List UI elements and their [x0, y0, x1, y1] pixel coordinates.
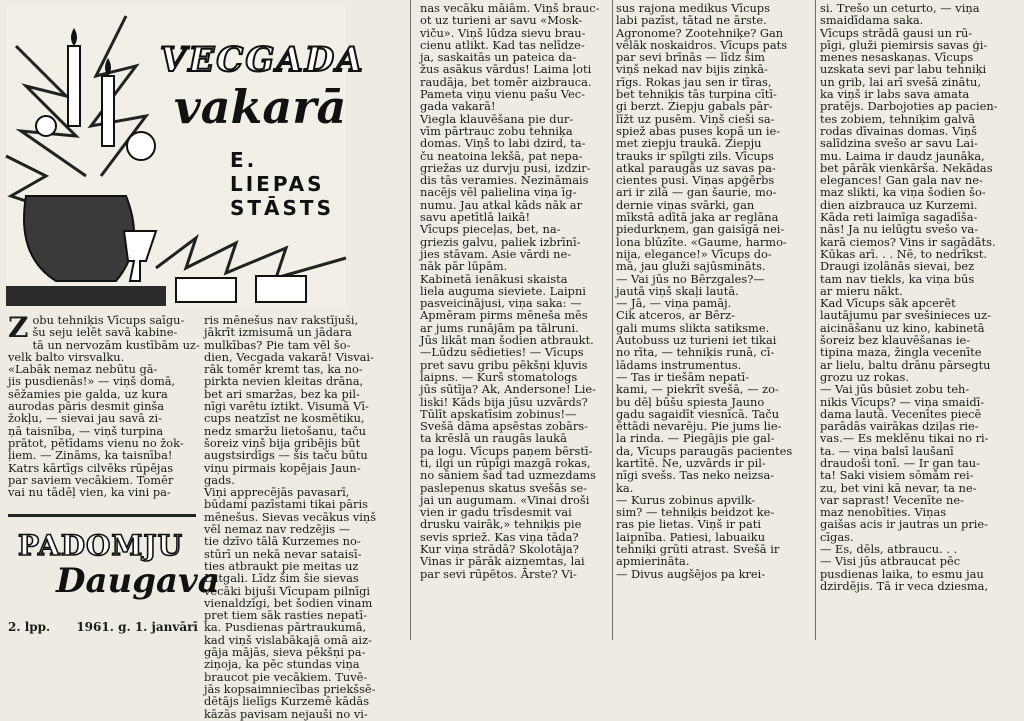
column-1-text: obu tehniķis Vīcups saīgu- šu seju ielēt savā kabine- tā un nervozām kustībām uz- velk balto virsvalku. «Labāk nemaz nebūtu gā- jis pusdienās!» — viņš domā, sēžamies pie galda, uz kura aurodas pāris desmit ginša žokļu, — sievai jau savā zi- ņā taisnība, — viņš turpina prātot, pētīdams vienu no žok- ļiem. — Zināms, ka taisnība! Katrs kārtīgs cilvēks rūpējas par saviem vecākiem. Tomēr vai nu tādēļ vien, ka vini pa- [8, 313, 200, 500]
author-line-2: STĀSTS [230, 196, 334, 220]
newspaper-masthead [8, 514, 220, 613]
text-column-3: nas vecāku māiām. Viņš brauc- ot uz turieni ar savu «Mosk- viču». Viņš lūdza sievu brau- cienu atlikt. Kad tas nelīdze- ja, saskaitās un pateica da- žus asākus vārdus! Laima ļoti raudāja, bet tomēr aizbrauca. Pameta viņu vienu pašu Vec- gada vakarā! Viegla klauvēšana pie dur- vīm pārtrauc zobu tehniķa domas. Viņš to labi dzird, ta- ču neatoina lekšā, pat nepa- griežas uz durvju pusi, izdzir- dis tās veramies. Nezināmais nacējs vēl palielina viņa īg- numu. Jau atkal kāds nāk ar savu apetītlā laikā! Vīcups pieceļas, bet, na- griezis galvu, paliek izbrīnī- jies stāvam. Asie vārdi ne- nāk pār lūpām. Kabinetā ienākusi skaista liela auguma sieviete. Laipni pasveicinājusi, viņa saka: — Apmēram pirms mēneša mēs ar jums runājām pa tālruni. Jūs likāt man šodien atbraukt. —Lūdzu sēdieties! — Vīcups pret savu gribu pēkšņi kļuvis laipns. — Kurš stomatologs jūs sūtīja? Ak, Andersone! Lie- liski! Kāds bija jūsu uzvārds? Tūlīt apskatīsim zobinus!— Svešā dāma apsēstas zobārs- ta krēslā un raugās laukā pa logu. Vīcups paņem bērstī- ti, ilgi un rūpīgi mazgā rokas, no sāniem šad tad uzmezdams paslepenus skatus svešās se- jai un augumam. «Vinai droši vien ir gadu trīsdesmit vai drusku vairāk,» tehniķis pie sevis spriež. Kas viņa tāda? Kur viņa strādā? Skolotāja? Vinas ir pārāk aizņemtas, lai par sevi rūpētos. Ārste? Vi- [420, 1, 600, 581]
page-footer [8, 620, 198, 634]
story-illustration [6, 6, 365, 308]
issue-date: 1961. g. 1. janvārī [76, 620, 198, 634]
candles-and-glasses-drawing [6, 6, 166, 306]
masthead-line-2: Daugava [56, 561, 220, 601]
column-divider [410, 0, 411, 640]
title-line-1: VECGADA [160, 40, 365, 80]
text-column-5: si. Trešo un ceturto, — viņa smaidīdama saka. Vīcups strādā gausi un rū- pīgi, gluži piemirsis savas ģi- menes nesaskaņas. Vīcups uzskata sevi par labu tehniķi un grib, lai arī svešā zinātu, ka viņš ir labs sava amata pratējs. Darbojoties ap pacien- tes zobiem, tehniķim galvā rodas dīvainas domas. Viņš salīdzina svešo ar savu Lai- mu. Laima ir daudz jaunāka, bet pārāk vienkārša. Nekādas elegances! Gan gala nav ne- maz slikti, ka viņa šodien šo- dien aizbrauca uz Kurzemi. Kāda reti laimīga sagadīša- nās! Ja nu ielūgtu svešo va- karā ciemos? Vins ir sagādāts. Kūkas arī. . . Nē, to nedrīkst. Draugi izolānās sievai, bez tam nav tiekls, ka viņa būs ar mieru nākt. Kad Vīcups sāk apcerēt lautājumu par svešinieces uz- aicināšanu uz kino, kabinetā šoreiz bez klauvēšanas ie- tipina maza, žingla vecenīte ar lielu, baltu drānu pārsegtu grozu uz rokas. — Vai jūs būsiet zobu teh- nikis Vīcups? — viņa smaidī- dama lautā. Vecenītes piecē parādās vairākas dziļas rie- vas.— Es meklēnu tikai no ri- ta. — viņa balsī laušanī draudoši tonī. — Ir gan tau- ta! Saki visiem sōmām rei- zu, bet vini kā nevar, ta ne- var saprast! Vecenīte ne- maz nenobīties. Viņas gaišas acis ir jautras un prie- cīgas. — Es, dēls, atbraucu. . . — Visi jūs atbraucat pēc pusdienas laika, to esmu jau dzirdējis. Tā ir veca dziesma, [820, 1, 998, 593]
fir-branch-right-drawing [156, 228, 346, 308]
column-divider [815, 0, 816, 640]
drop-cap: Z [8, 311, 29, 344]
text-column-2: ris mēnešus nav rakstījuši, jākrīt izmisumā un jādara mulkības? Pie tam vēl šo- dien, Vecgada vakarā! Visvai- rāk tomēr kremt tas, ka no- pirkta nevien kleitas drāna, bet ari smaržas, bez ka pil- nīgi varētu iztikt. Visumā Vī- cups neatzīst ne kosmētiku, nedz smaržu lietošanu, taču šoreiz viņš bija gribējis būt augstsirdīgs — šis taču būtu viņu pirmais kopējais Jaun- gads. Viņi apprecējās pavasarī, būdami pazīstami tikai pāris mēnešus. Sievas vecākus viņš vēl nemaz nav redzējis — tie dzīvo tālā Kurzemes no- stūrī un nekā nevar sataisī- ties atbraukt pie meitas uz Latgali. Līdz šim šie sievas vecāki bijuši Vīcupam pilnīgi vienaldzīgi, bet šodien vinam pret tiem sāk rasties nepatī- ka. Pusdienas pārtraukumā, kad viņš vislabākajā omā aiz- gāja mājās, sieva pēkšņi pa- ziņoja, ka pēc stundas viņa braucot pie vecākiem. Tuvē- jās kopsaimniecības priekšsē- dētājs lielīgs Kurzemē kādās kāzās pavisam nejauši no vi- [204, 313, 377, 721]
masthead-line-1: PADOMJU [18, 529, 184, 562]
story-title [156, 36, 365, 220]
author-credit [230, 148, 346, 220]
page-number: 2. lpp. [8, 620, 51, 634]
author-line-1: E. LIEPAS [230, 148, 325, 196]
text-column-4: sus rajona medikus Vīcups labi pazīst, tātad ne ārste. Agronome? Zootehniķe? Gan vēlāk noskaidros. Vīcups pats par sevi brīnās — līdz šim viņš nekad nav bijis ziņkā- rīgs. Rokas jau sen ir tīras, bet tehniķis tās turpina cītī- gi berzt. Ziepju gabals pār- līžt uz pusēm. Viņš cieši sa- spiež abas puses kopā un ie- met ziepju traukā. Ziepju trauks ir spīlgti zils. Vīcups atkal paraugās uz savas pa- cientes pusi. Viņas apģērbs ari ir zilā — gan šaurie, mo- dernie viņas svārki, gan mīkstā adītā jaka ar reglāna piedurkņem, gan gaisīgā nei- lona blūzīte. «Gaume, harmo- nija, elegance!» Vīcups do- mā, jau gluži sajūsmināts. — Vai jūs no Bērzgales?— jautā viņš skaļi lautā. — Jā, — viņa pamāj. Cik atceros, ar Bērz- gali mums slikta satiksme. Autobuss uz turieni iet tikai no rīta, — tehniķis runā, cī- lādams instrumentus. — Tas ir tiešām nepatī- kami, — piekrīt svešā, — zo- bu dēļ būšu spiesta Jauno gadu sagaidīt viesnīcā. Taču ēttādi nevarēju. Pie jums lie- la rinda. — Piegājis pie gal- da, Vīcups paraugās pacientes kartītē. Ne, uzvārds ir pil- nīgi svešs. Tas neko neizsa- ka. — Kurus zobinus apvilk- sim? — tehniķis beidzot ke- ras pie lietas. Viņš ir pati laipnība. Patiesi, labuaiku tehniķi grūti atrast. Svešā ir apmierināta. — Divus augšējos pa krei- [616, 1, 793, 581]
column-divider [612, 0, 613, 640]
title-line-2: vakarā [174, 80, 347, 134]
